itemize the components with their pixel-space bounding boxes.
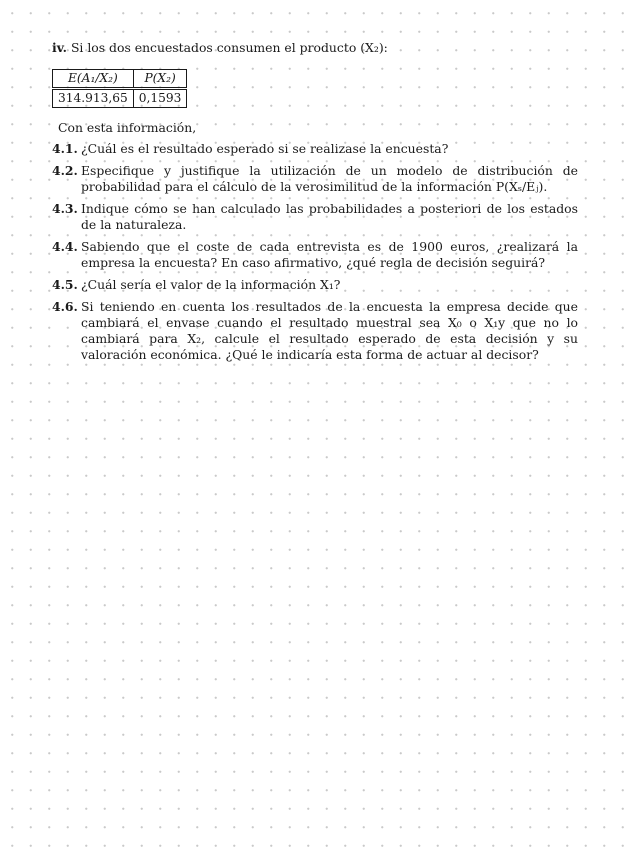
table-header-expected: E(A₁/X₂) [53, 70, 134, 89]
question-number: 4.3. [52, 201, 78, 216]
question-4-6 [52, 299, 578, 363]
question-4-5 [52, 277, 578, 293]
question-number: 4.1. [52, 141, 78, 156]
question-text: Indique cómo se han calculado las probabilidades a posteriori de los estados de la naturaleza. [81, 201, 578, 232]
question-text: Si teniendo en cuenta los resultados de la encuesta la empresa decide que cambiará el envase cuando el resultado muestral sea X₀ o X₁y que no lo cambiará para X₂, calcule el resultado esperado de esta decisión y su valoración económica. ¿Qué le indicaría esta forma de actuar al decisor? [81, 299, 578, 362]
table-cell-expected: 314.913,65 [53, 89, 134, 108]
table-row [53, 89, 187, 108]
question-number: 4.4. [52, 239, 78, 254]
question-text: ¿Cuál sería el valor de la información X₁? [81, 277, 341, 292]
table-header-row [53, 70, 187, 89]
question-4-4 [52, 239, 578, 271]
question-4-1 [52, 141, 578, 157]
question-4-2 [52, 163, 578, 195]
table-header-probability: P(X₂) [133, 70, 187, 89]
results-table [52, 69, 187, 108]
question-number: 4.5. [52, 277, 78, 292]
case-label: iv. [52, 40, 67, 55]
case-text: Si los dos encuestados consumen el producto (X₂): [70, 40, 388, 55]
case-heading [52, 40, 578, 56]
intro-text: Con esta información, [58, 120, 197, 135]
table-cell-probability: 0,1593 [133, 89, 187, 108]
question-text: ¿Cuál es el resultado esperado si se realizase la encuesta? [81, 141, 449, 156]
question-number: 4.6. [52, 299, 78, 314]
question-text: Especifique y justifique la utilización de un modelo de distribución de probabilidad para el cálculo de la verosimilitud de la información P(Xₛ/Eⱼ). [81, 163, 578, 194]
question-4-3 [52, 201, 578, 233]
question-number: 4.2. [52, 163, 78, 178]
question-text: Sabiendo que el coste de cada entrevista es de 1900 euros, ¿realizará la empresa la encuesta? En caso afirmativo, ¿qué regla de decisión seguirá? [81, 239, 578, 270]
document-page [52, 40, 578, 369]
